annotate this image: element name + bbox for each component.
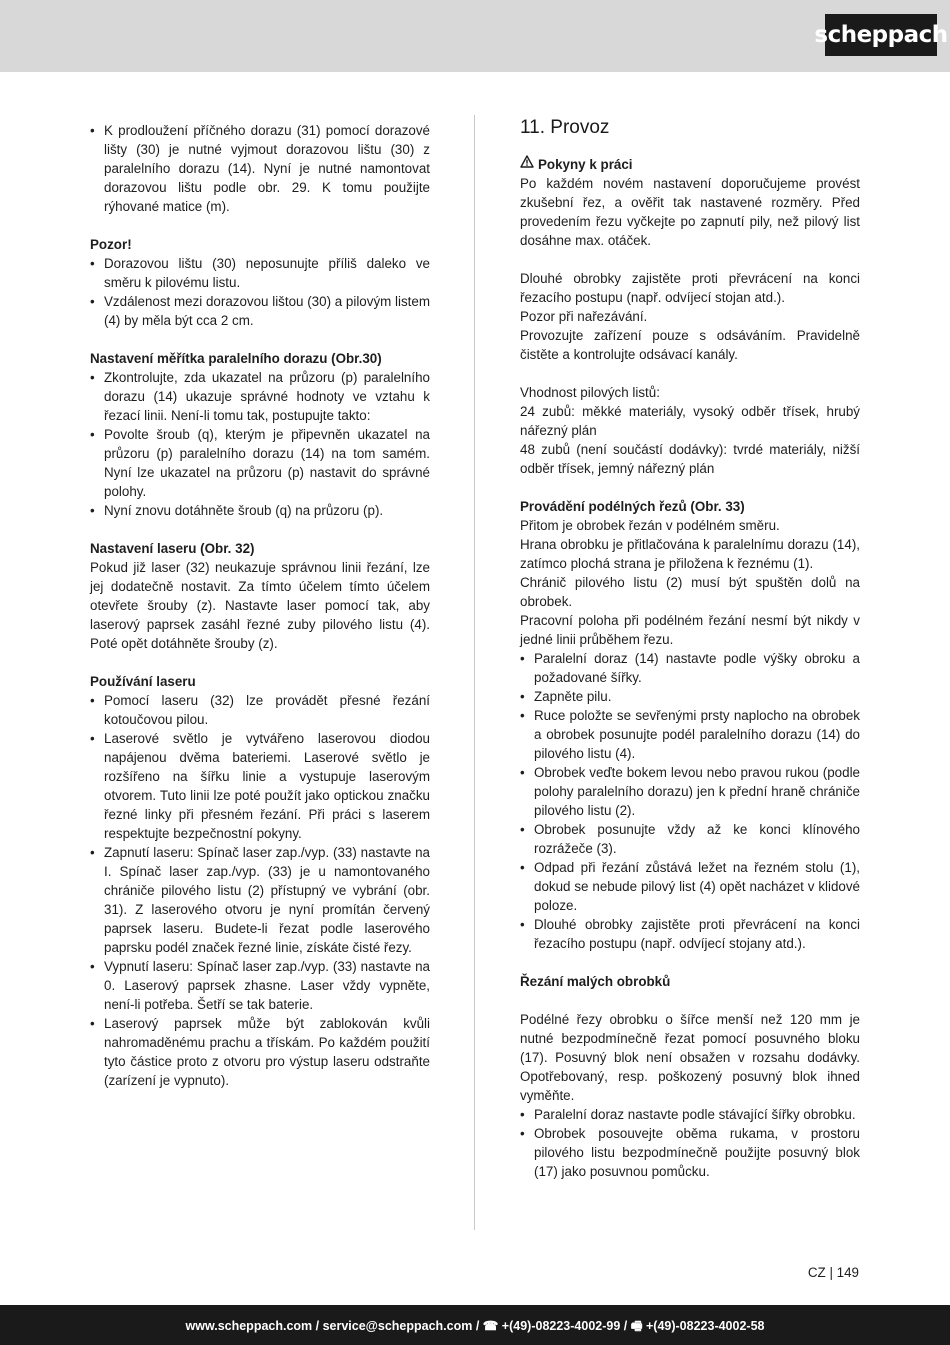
list-item: • Povolte šroub (q), kterým je připevněn ukazatel na průzoru (p) paralelního dorazu (14) na tom samém. Nyní lze ukazatel na průzoru (p) nastavit do správné polohy.	[90, 425, 430, 501]
paragraph: 48 zubů (není součástí dodávky): tvrdé materiály, nižší odběr třísek, jemný nářezný plán	[520, 442, 860, 476]
footer-contact: www.scheppach.com / service@scheppach.com / ☎ +(49)-08223-4002-99 / 🖷 +(49)-08223-4002-58	[185, 1319, 765, 1333]
list-item: • Pomocí laseru (32) lze provádět přesné řezání kotoučovou pilou.	[90, 691, 430, 729]
podelne-list	[520, 649, 860, 953]
list-item: • Obrobek veďte bokem levou nebo pravou rukou (podle polohy paralelního dorazu) jen k přední hraně chrániče pilového listu (2).	[520, 763, 860, 820]
list-item: • Obrobek posunujte vždy až ke konci klínového rozrážeče (3).	[520, 820, 860, 858]
paragraph: Hrana obrobku je přitlačována k paralelnímu dorazu (14), zatímco plochá strana je přiložena k řeznému (1).	[520, 537, 860, 571]
warning-triangle-icon	[520, 155, 534, 174]
male-obrobky-paragraph: Podélné řezy obrobku o šířce menší než 120 mm je nutné bezpodmínečně řezat pomocí posuvného bloku (17). Posuvný blok není obsažen v rozsahu dodávky. Opotřebovaný, resp. poškozený posuvný blok ihned vyměňte.	[520, 1012, 860, 1103]
pozor-list	[90, 254, 430, 330]
meritko-list	[90, 368, 430, 520]
podelne-heading: Provádění podélných řezů (Obr. 33)	[520, 499, 745, 514]
pokyny-paragraph: Po každém novém nastavení doporučujeme provést zkušební řez, a ověřit tak nastavené rozměry. Před provedením řezu vyčkejte po zapnutí pily, než pilový list dosáhne max. otáček.	[520, 176, 860, 248]
pouzivani-list	[90, 691, 430, 1090]
pozor-heading: Pozor!	[90, 237, 132, 252]
laser-paragraph: Pokud již laser (32) neukazuje správnou linii řezání, lze jej dodatečně nostavit. Za tímto účelem tímto účelem otevřete šrouby (z). Nastavte laser pomocí tak, aby laserový paprsek zasáhl řezné zuby pilového listu (4). Poté opět dotáhněte šrouby (z).	[90, 560, 430, 651]
laser-heading: Nastavení laseru (Obr. 32)	[90, 541, 255, 556]
paragraph: Přitom je obrobek řezán v podélném směru.	[520, 518, 780, 533]
list-item: • Vzdálenost mezi dorazovou lištou (30) a pilovým listem (4) by měla být cca 2 cm.	[90, 292, 430, 330]
list-item: • Dlouhé obrobky zajistěte proti převrácení na konci řezacího postupu (např. odvíjecí stojany atd.).	[520, 915, 860, 953]
list-item: • Paralelní doraz nastavte podle stávající šířky obrobku.	[520, 1105, 860, 1124]
paragraph: Provozujte zařízení pouze s odsáváním. Pravidelně čistěte a kontrolujte odsávací kanály.	[520, 328, 860, 362]
list-item: • Odpad při řezání zůstává ležet na řezném stolu (1), dokud se nebude pilový list (4) opět nacházet v klidové poloze.	[520, 858, 860, 915]
list-item: • Paralelní doraz (14) nastavte podle výšky obroku a požadované šířky.	[520, 649, 860, 687]
pokyny-heading: Pokyny k práci	[538, 157, 633, 172]
list-item: • Zkontrolujte, zda ukazatel na průzoru (p) paralelního dorazu (14) ukazuje správné hodnoty ve vztahu k řezací linii. Není-li tomu tak, postupujte takto:	[90, 368, 430, 425]
section-title: 11. Provoz	[520, 117, 610, 138]
pouzivani-heading: Používání laseru	[90, 674, 196, 689]
intro-list	[90, 121, 430, 216]
brand-logo: scheppach	[825, 14, 937, 56]
list-item: • K prodloužení příčného dorazu (31) pomocí dorazové lišty (30) je nutné vyjmout dorazovou lištu (30) z paralelního dorazu (14). Nyní je nutné namontovat dorazovou lištu podle obr. 29. K tomu použijte rýhované matice (m).	[90, 121, 430, 216]
list-item: • Laserový paprsek může být zablokován kvůli nahromaděnému prachu a třískám. Po každém použití tyto částice proto z otvoru pro výstup laseru odstraňte (zarízení je vypnuto).	[90, 1014, 430, 1090]
paragraph: 24 zubů: měkké materiály, vysoký odběr třísek, hrubý nářezný plán	[520, 404, 860, 438]
meritko-heading: Nastavení měřítka paralelního dorazu (Obr.30)	[90, 351, 382, 366]
paragraph: Dlouhé obrobky zajistěte proti převrácení na konci řezacího postupu (např. odvíjecí stojan atd.).	[520, 271, 860, 305]
header-band	[0, 0, 950, 72]
paragraph: Pracovní poloha při podélném řezání nesmí být nikdy v jedné linii průběhem řezu.	[520, 613, 860, 647]
list-item: • Nyní znovu dotáhněte šroub (q) na průzoru (p).	[90, 501, 430, 520]
left-column	[90, 121, 430, 1090]
page-number: CZ | 149	[807, 1265, 859, 1280]
column-divider	[474, 115, 475, 1230]
male-obrobky-list	[520, 1105, 860, 1181]
pokyny-heading-row	[520, 155, 860, 174]
list-item: • Laserové světlo je vytvářeno laserovou diodou napájenou dvěma bateriemi. Laserové světlo je rozšířeno na šířku linie a vystupuje laserovým otvorem. Tuto linii lze poté použít jako optickou značku řezné linky při přesném řezání. Při práci s laserem respektujte bezpečnostní pokyny.	[90, 729, 430, 843]
paragraph: Pozor při nařezávání.	[520, 309, 648, 324]
list-item: • Zapněte pilu.	[520, 687, 860, 706]
list-item: • Vypnutí laseru: Spínač laser zap./vyp. (33) nastavte na 0. Laserový paprsek zhasne. Laser vždy vypněte, není-li potřeba. Šetří se tak baterie.	[90, 957, 430, 1014]
right-column	[520, 117, 860, 1181]
paragraph: Vhodnost pilových listů:	[520, 385, 660, 400]
list-item: • Zapnutí laseru: Spínač laser zap./vyp. (33) nastavte na I. Spínač laser zap./vyp. (33) je u namontovaného chrániče pilového listu (2) přístupný ve vybrání (obr. 31). Z laserového otvoru je nyní promítán červený paprsek laseru. Budete-li řezat podle laserového paprsku podél značek řezné linie, získáte čisté řezy.	[90, 843, 430, 957]
paragraph: Chránič pilového listu (2) musí být spuštěn dolů na obrobek.	[520, 575, 860, 609]
male-obrobky-heading: Řezání malých obrobků	[520, 974, 671, 989]
list-item: • Obrobek posouvejte oběma rukama, v prostoru pilového listu bezpodmínečně použijte posuvný blok (17) jako posuvnou pomůcku.	[520, 1124, 860, 1181]
list-item: • Ruce položte se sevřenými prsty naplocho na obrobek a obrobek posunujte podél paralelního dorazu (14) do pilového listu (4).	[520, 706, 860, 763]
list-item: • Dorazovou lištu (30) neposunujte příliš daleko ve směru k pilovému listu.	[90, 254, 430, 292]
